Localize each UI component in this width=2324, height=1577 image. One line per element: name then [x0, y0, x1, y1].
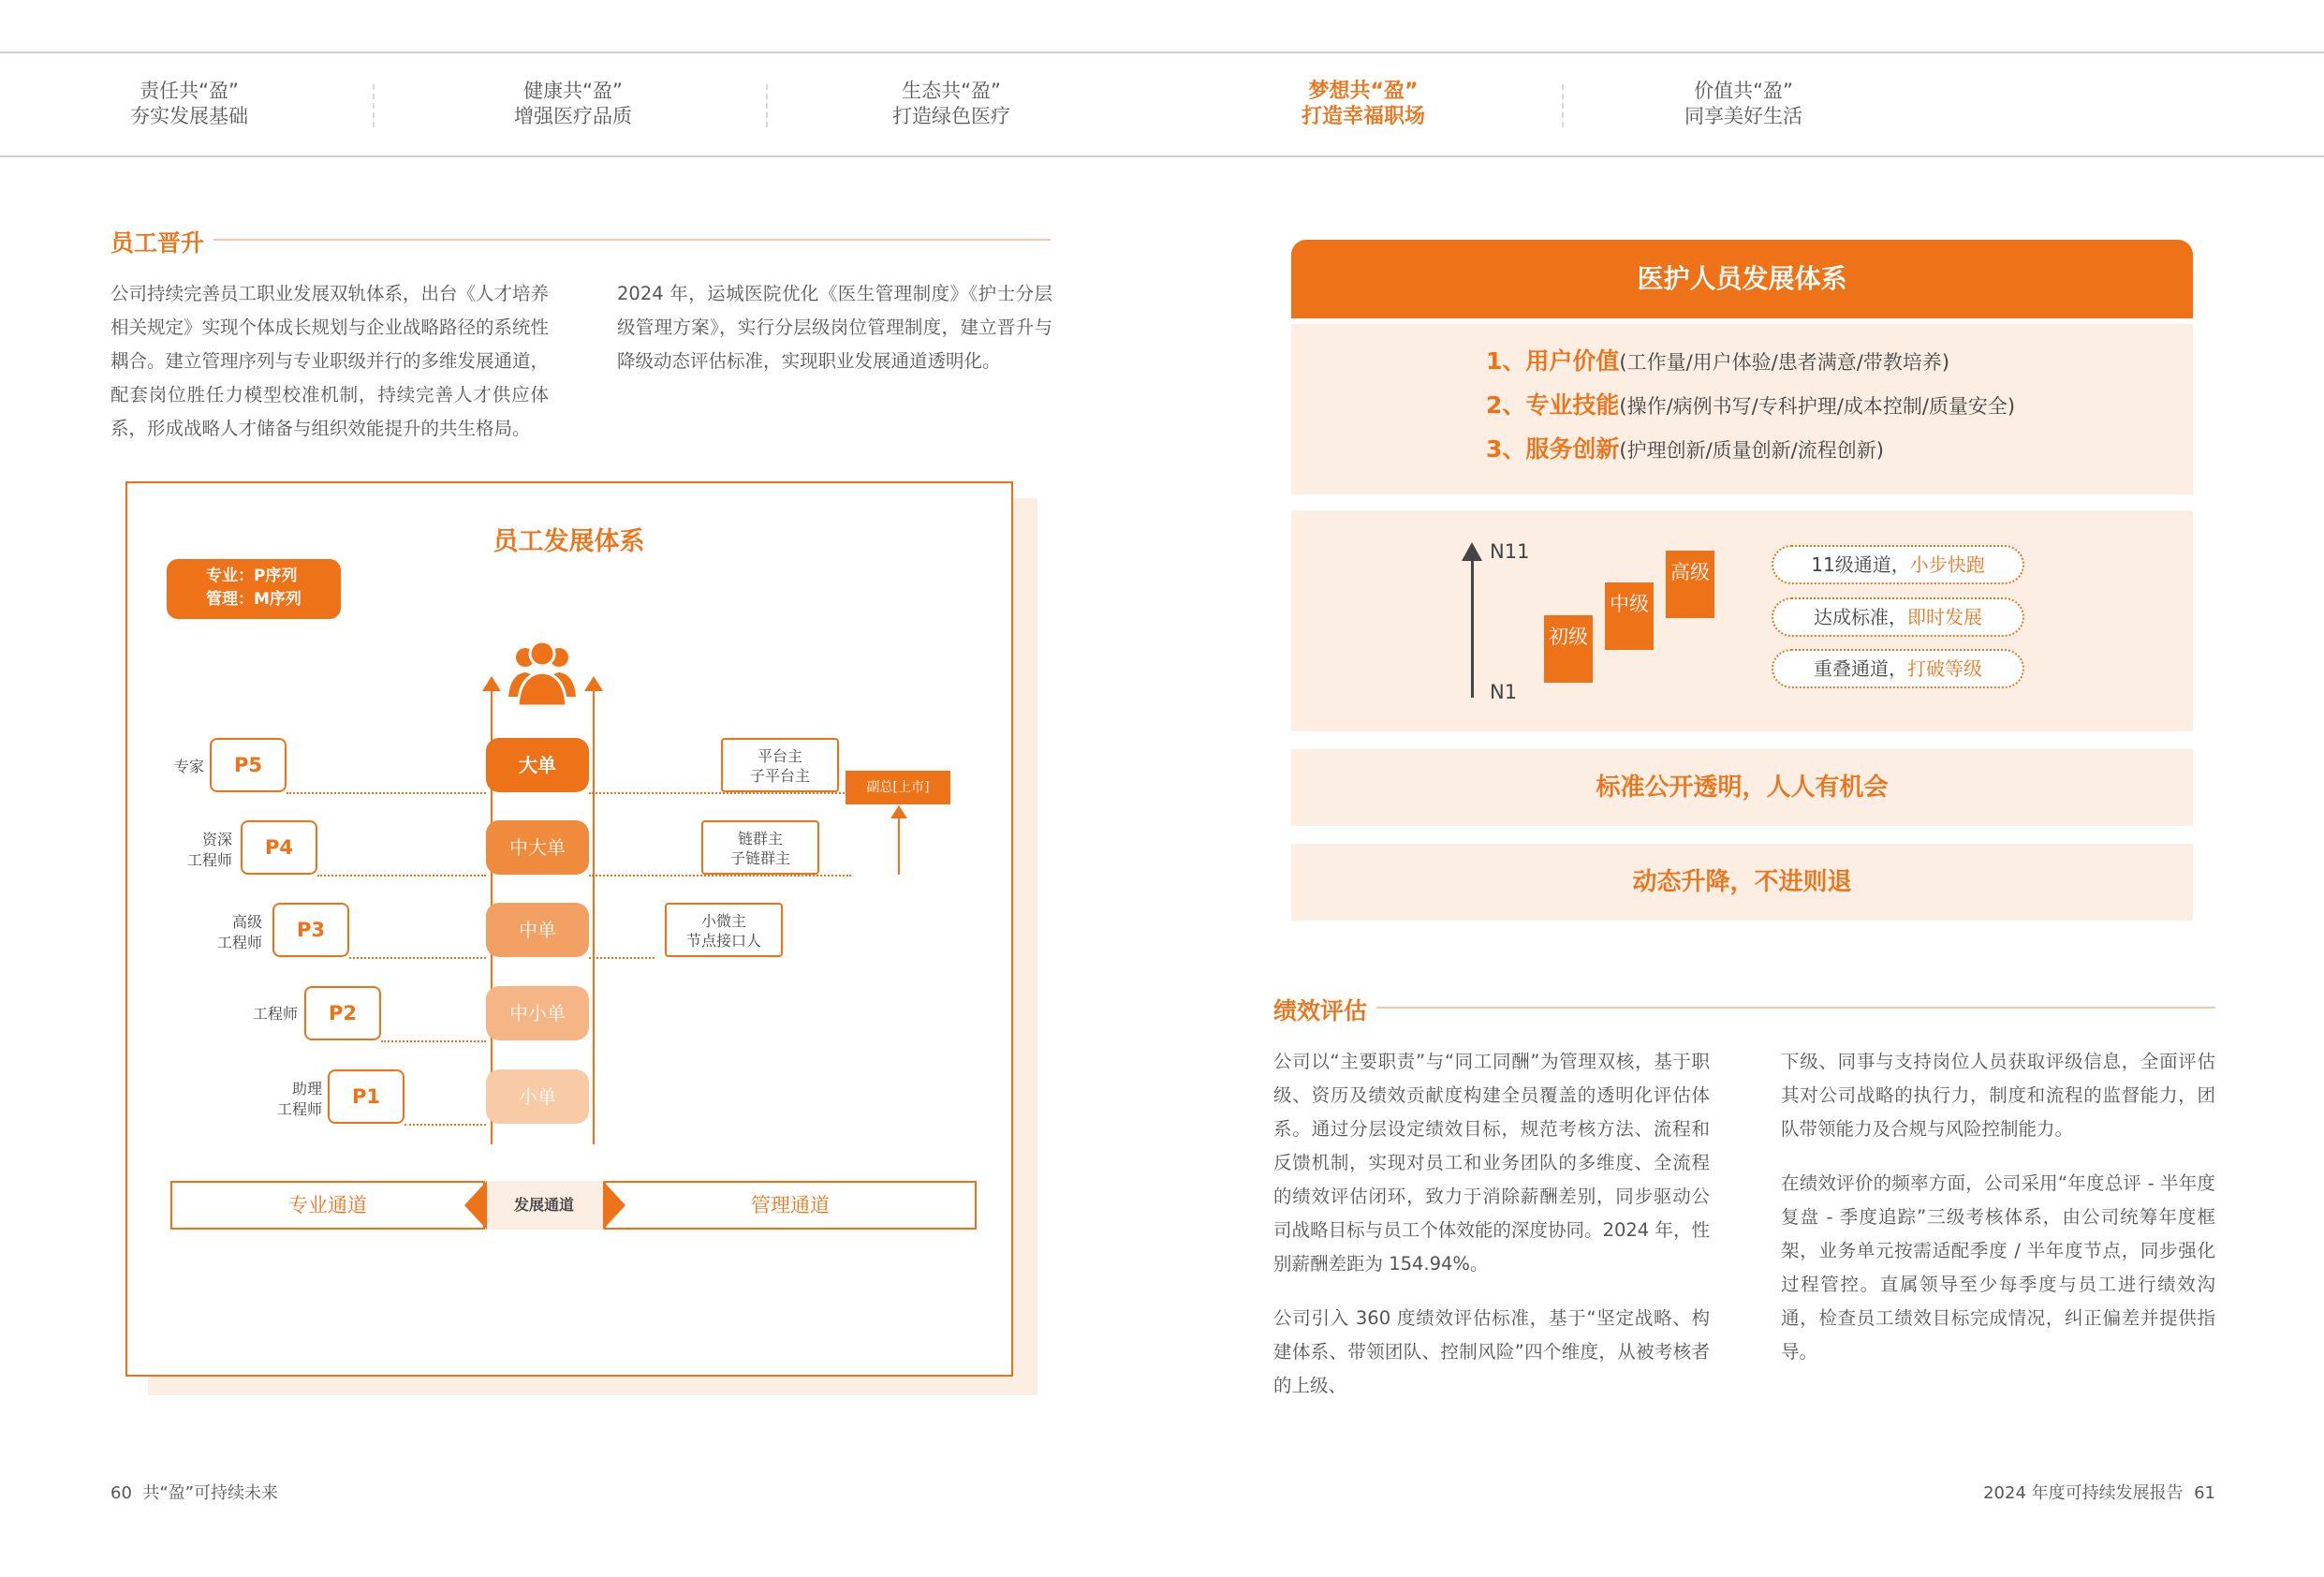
performance-title-rule	[1376, 1007, 2215, 1009]
mgmt-role: 小微主	[700, 912, 746, 930]
level-connector	[381, 1040, 486, 1042]
nav-tab-title: 梦想共“盈”	[1308, 80, 1419, 103]
level-code-p3: P3	[272, 903, 349, 957]
promotion-paragraph-2: 2024 年，运城医院优化《医生管理制度》《护士分层级管理方案》，实行分层级岗位管理制度，建立晋升与降级动态评估标准，实现职业发展通道透明化。	[617, 283, 1052, 372]
step-junior: 初级	[1544, 615, 1593, 683]
level-code-p4: P4	[241, 820, 317, 875]
footer-right: 2024 年度可持续发展报告 61	[1983, 1483, 2215, 1503]
nav-tab-responsibility[interactable]	[58, 79, 320, 129]
mgmt-connector	[589, 875, 851, 877]
performance-paragraph: 在绩效评价的频率方面，公司采用“年度总评 - 半年度复盘 - 季度追踪”三级考核体系，由公司统筹年度框架，业务单元按需适配季度 / 半年度节点，同步强化过程管控。直属领导至少每季度与员工进行绩效沟通，检查员工绩效目标完成情况，纠正偏差并提供指导。	[1781, 1172, 2215, 1363]
nav-tab-subtitle: 增强医疗品质	[514, 105, 632, 127]
axis-bottom-label: N1	[1490, 681, 1518, 703]
mgmt-role: 子平台主	[749, 767, 810, 785]
criteria-item	[1486, 435, 1884, 464]
center-level-3: 中单	[486, 903, 589, 957]
badge-line: 管理：M序列	[206, 590, 302, 609]
axis-top-label: N11	[1490, 540, 1530, 563]
center-column-right-line	[593, 685, 595, 1144]
nav-tab-title: 健康共“盈”	[523, 80, 623, 102]
level-label: 工程师	[252, 1005, 298, 1023]
nav-tab-ecology[interactable]	[820, 79, 1082, 129]
motto-open-transparent: 标准公开透明，人人有机会	[1291, 749, 2193, 826]
nav-tab-subtitle: 夯实发展基础	[130, 105, 248, 127]
nav-tab-subtitle: 同享美好生活	[1684, 105, 1802, 127]
development-channel-label: 发展通道	[513, 1196, 574, 1214]
center-level-4: 中大单	[486, 820, 589, 875]
center-level-5: 大单	[486, 738, 589, 792]
performance-paragraph: 下级、同事与支持岗位人员获取评级信息，全面评估其对公司战略的执行力，制度和流程的监督能力，团队带领能力及合规与风险控制能力。	[1781, 1051, 2215, 1140]
development-channel	[485, 1181, 603, 1230]
arrow-up-icon	[482, 676, 501, 691]
nav-tab-value[interactable]	[1612, 79, 1875, 129]
level-code-p5: P5	[210, 738, 287, 792]
performance-paragraph: 公司以“主要职责”与“同工同酬”为管理双核，基于职级、资历及绩效贡献度构建全员覆盖的透明化评估体系。通过分层设定绩效目标，规范考核方法、流程和反馈机制，实现对员工和业务团队的多维度、全流程的绩效评估闭环，致力于消除薪酬差别，同步驱动公司战略目标与员工个体效能的深度协同。2024 年，性别薪酬差距为 154.94%。	[1273, 1051, 1710, 1275]
motto-dynamic-rise-fall: 动态升降，不进则退	[1291, 844, 2193, 921]
level-connector	[287, 792, 486, 794]
top-rule	[0, 52, 2324, 53]
top-tag-connector	[898, 811, 900, 875]
performance-paragraph: 公司引入 360 度绩效评估标准，基于“坚定战略、构建体系、带领团队、控制风险”四个维度，从被考核者的上级、	[1273, 1307, 1710, 1396]
arrow-right-icon	[603, 1181, 625, 1230]
pill-highlight: 小步快跑	[1909, 553, 1985, 576]
nav-divider	[373, 84, 375, 127]
level-label: 资深 工程师	[186, 831, 232, 869]
nav-divider	[1562, 84, 1564, 127]
nav-tab-title: 生态共“盈”	[902, 80, 1001, 102]
center-level-2: 中小单	[486, 986, 589, 1040]
criteria-panel	[1291, 324, 2193, 494]
step-middle: 中级	[1605, 582, 1654, 650]
criteria-head: 1、用户价值	[1486, 347, 1620, 375]
mgmt-connector	[589, 957, 655, 959]
nav-tab-subtitle: 打造绿色医疗	[892, 105, 1010, 127]
pill-highlight: 打破等级	[1907, 657, 1982, 680]
employee-development-diagram	[125, 481, 1013, 1377]
nav-tab-title: 价值共“盈”	[1694, 80, 1793, 102]
promotion-title: 员工晋升	[110, 229, 205, 257]
mgmt-role: 平台主	[757, 747, 802, 765]
pill-text: 达成标准，	[1814, 606, 1907, 628]
performance-title: 绩效评估	[1273, 997, 1368, 1024]
level-code-p1: P1	[328, 1069, 404, 1124]
mgmt-box-chain	[701, 820, 819, 875]
nav-tab-subtitle: 打造幸福职场	[1301, 105, 1425, 128]
arrow-up-icon	[890, 805, 907, 818]
level-axis	[1471, 557, 1474, 698]
pill-text: 11级通道，	[1811, 553, 1910, 576]
level-label: 助理 工程师	[276, 1080, 322, 1118]
level-label: 专家	[173, 758, 204, 775]
pill-standard	[1772, 597, 2024, 637]
mgmt-box-platform	[721, 738, 839, 792]
center-level-1: 小单	[486, 1069, 589, 1124]
badge-line: 专业：P序列	[206, 567, 298, 585]
nav-bottom-rule	[0, 155, 2324, 157]
nav-tab-health[interactable]	[442, 79, 704, 129]
management-channel: 管理通道	[604, 1181, 977, 1230]
pill-channel	[1772, 545, 2024, 584]
performance-column-1	[1273, 1045, 1710, 1423]
mgmt-role: 子链群主	[729, 849, 790, 867]
top-tag: 副总[上市]	[846, 771, 950, 804]
diagram-title: 员工发展体系	[493, 527, 645, 556]
promotion-title-rule	[213, 239, 1051, 241]
levels-panel	[1291, 510, 2193, 731]
pill-overlap	[1772, 649, 2024, 688]
medical-staff-system-title: 医护人员发展体系	[1291, 240, 2193, 318]
criteria-detail: (护理创新/质量创新/流程创新)	[1619, 439, 1884, 462]
criteria-detail: (操作/病例书写/专科护理/成本控制/质量安全)	[1619, 395, 2016, 418]
pill-text: 重叠通道，	[1814, 657, 1907, 680]
criteria-head: 2、专业技能	[1486, 391, 1620, 419]
level-label: 高级 工程师	[216, 913, 262, 951]
nav-tab-title: 责任共“盈”	[140, 80, 239, 102]
footer-left: 60 共“盈”可持续未来	[110, 1483, 278, 1503]
arrow-up-icon	[584, 676, 603, 691]
arrow-left-icon	[464, 1181, 487, 1230]
mgmt-connector	[589, 792, 851, 794]
mgmt-role: 链群主	[737, 830, 783, 847]
promotion-paragraph-1: 公司持续完善员工职业发展双轨体系，出台《人才培养相关规定》实现个体成长规划与企业战略路径的系统性耦合。建立管理序列与专业职级并行的多维发展通道，配套岗位胜任力模型校准机制，持续完善人才供应体系，形成战略人才储备与组织效能提升的共生格局。	[110, 283, 550, 439]
sequence-badge	[167, 559, 341, 619]
level-code-p2: P2	[304, 986, 381, 1040]
people-group-icon	[505, 635, 580, 710]
level-connector	[349, 957, 486, 959]
nav-tab-dream[interactable]	[1232, 79, 1494, 129]
step-senior: 高级	[1666, 551, 1714, 618]
criteria-item	[1486, 347, 1949, 376]
performance-column-2	[1781, 1045, 2215, 1390]
pill-highlight: 即时发展	[1907, 606, 1982, 628]
professional-channel: 专业通道	[170, 1181, 485, 1230]
mgmt-role: 节点接口人	[685, 932, 761, 950]
level-connector	[404, 1124, 486, 1126]
level-connector	[317, 875, 486, 877]
criteria-detail: (工作量/用户体验/患者满意/带教培养)	[1619, 351, 1950, 374]
criteria-head: 3、服务创新	[1486, 435, 1620, 463]
criteria-item	[1486, 391, 2015, 420]
nav-divider	[766, 84, 768, 127]
mgmt-box-micro	[665, 903, 783, 957]
